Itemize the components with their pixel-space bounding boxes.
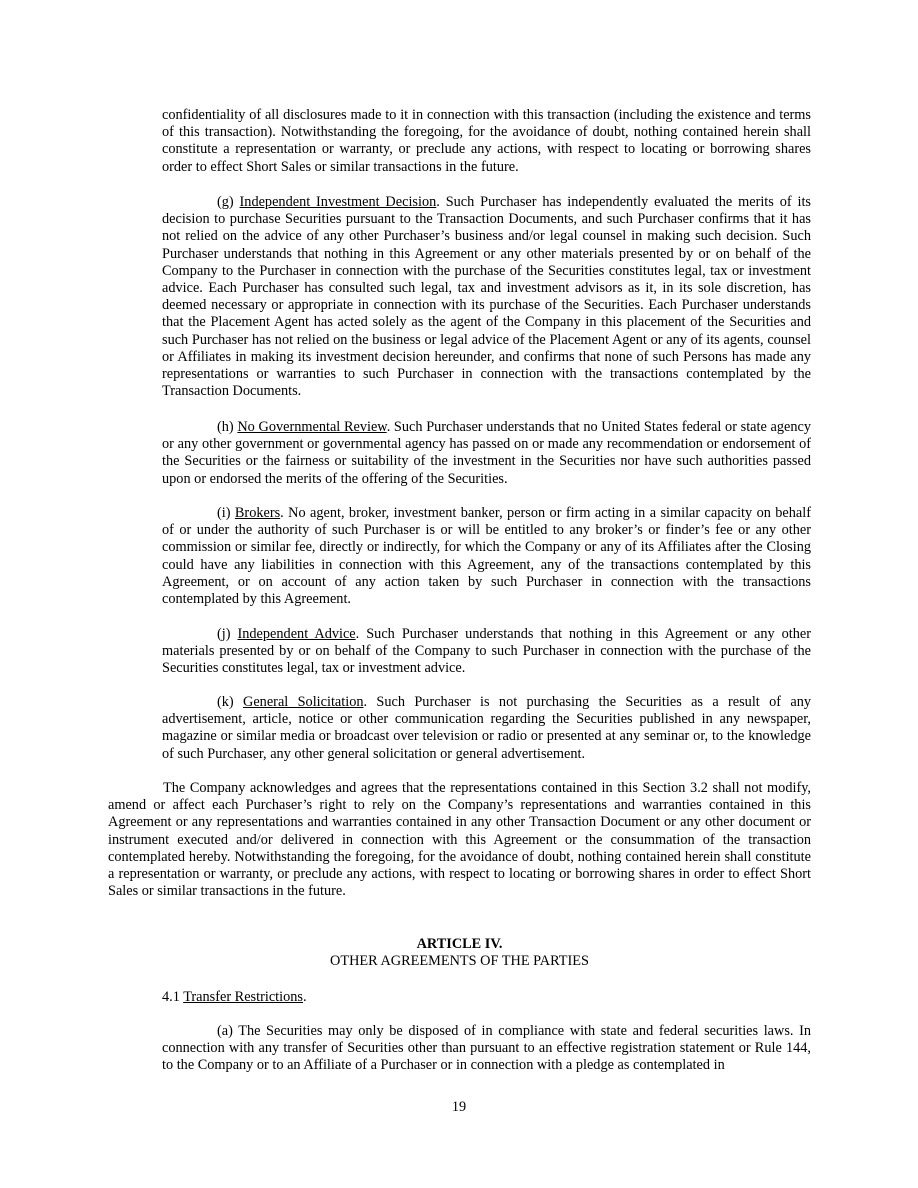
section-4-1-suffix: . xyxy=(302,989,307,1005)
paragraph-i-text: . No agent, broker, investment banker, person or firm acting in a similar capacity on behalf of or under the authority of such Purchaser is or will be entitled to any broker’s or finder’s fee or any other commission or similar fee, directly or indirectly, for which the Company or any of its Affiliates after the Closing could have any liabilities in connection with this Agreement, any of the transactions contemplated by this Agreement, or on account of any action taken by such Purchaser in connection with the transactions contemplated by this Agreement. xyxy=(162,505,811,608)
article-heading: ARTICLE IV. xyxy=(416,936,503,952)
page-number: 19 xyxy=(451,1099,467,1115)
section-4-1-heading xyxy=(162,989,811,1006)
paragraph-k-title: General Solicitation xyxy=(243,694,364,710)
paragraph-h-title: No Governmental Review xyxy=(237,419,387,435)
section-4-1-a-paragraph: (a) The Securities may only be disposed of in compliance with state and federal securities laws. In connection with any transfer of Securities other than pursuant to an effective registration statement or Rule 144, to the Company or to an Affiliate of a Purchaser or in connection with a pledge as contemplated in xyxy=(162,1023,811,1074)
paragraph-i-label: (i) xyxy=(217,505,235,521)
article-subheading: OTHER AGREEMENTS OF THE PARTIES xyxy=(330,953,589,969)
paragraph-g-label: (g) xyxy=(217,194,240,210)
paragraph-i-title: Brokers xyxy=(234,505,281,521)
paragraph-j-text: . Such Purchaser understands that nothing in this Agreement or any other materials presented by or on behalf of the Company to such Purchaser in connection with the purchase of the Securities constitutes legal, tax or investment advice. xyxy=(162,626,811,677)
section-4-1-title: Transfer Restrictions xyxy=(183,989,303,1005)
paragraph-h-text: . Such Purchaser understands that no United States federal or state agency or any other government or governmental agency has passed on or made any recommendation or endorsement of the Securities or the fairness or suitability of the investment in the Securities nor have such authorities passed upon or endorsed the merits of the offering of the Securities. xyxy=(162,419,811,487)
paragraph-i xyxy=(162,505,811,608)
paragraph-h xyxy=(162,419,811,488)
paragraph-j-label: (j) xyxy=(217,626,238,642)
paragraph-j xyxy=(162,626,811,678)
paragraph-g xyxy=(162,194,811,400)
paragraph-g-title: Independent Investment Decision xyxy=(239,194,437,210)
paragraph-k-text: . Such Purchaser is not purchasing the Securities as a result of any advertisement, article, notice or other communication regarding the Securities published in any newspaper, magazine or similar media or broadcast over television or radio or presented at any seminar or, to the knowledge of such Purchaser, any other general solicitation or general advertisement. xyxy=(162,694,811,762)
paragraph-k-label: (k) xyxy=(217,694,244,710)
paragraph-h-label: (h) xyxy=(217,419,238,435)
acknowledgement-paragraph: The Company acknowledges and agrees that the representations contained in this Section 3.2 shall not modify, amend or affect each Purchaser’s right to rely on the Company’s representations and warranties contained in this Agreement or any representations and warranties contained in any other Transaction Document or any other document or instrument executed and/or delivered in connection with this Agreement or the consummation of the transaction contemplated hereby. Notwithstanding the foregoing, for the avoidance of doubt, nothing contained herein shall constitute a representation or warranty, or preclude any actions, with respect to locating or borrowing shares in order to effect Short Sales or similar transactions in the future. xyxy=(108,780,811,900)
paragraph-g-text: . Such Purchaser has independently evaluated the merits of its decision to purchase Securities pursuant to the Transaction Documents, and such Purchaser confirms that it has not relied on the advice of any other Purchaser’s business and/or legal counsel in making such decision. Such Purchaser understands that nothing in this Agreement or any other materials presented by or on behalf of the Company to the Purchaser in connection with the purchase of the Securities constitutes legal, tax or investment advice. Each Purchaser has consulted such legal, tax and investment advisors as it, in its sole discretion, has deemed necessary or appropriate in connection with its purchase of the Securities. Each Purchaser understands that the Placement Agent has acted solely as the agent of the Company in this placement of the Securities and such Purchaser has not relied on the business or legal advice of the Placement Agent or any of its agents, counsel or Affiliates in making its investment decision hereunder, and confirms that none of such Persons has made any representations or warranties to such Purchaser in connection with the transactions contemplated by the Transaction Documents. xyxy=(162,194,811,400)
section-4-1-number: 4.1 xyxy=(162,989,184,1005)
paragraph-j-title: Independent Advice xyxy=(237,626,356,642)
continued-paragraph: confidentiality of all disclosures made to it in connection with this transaction (including the existence and terms of this transaction). Notwithstanding the foregoing, for the avoidance of doubt, nothing contained herein shall constitute a representation or warranty, or preclude any actions, with respect to locating or borrowing shares order to effect Short Sales or similar transactions in the future. xyxy=(162,107,811,175)
paragraph-k xyxy=(162,694,811,763)
